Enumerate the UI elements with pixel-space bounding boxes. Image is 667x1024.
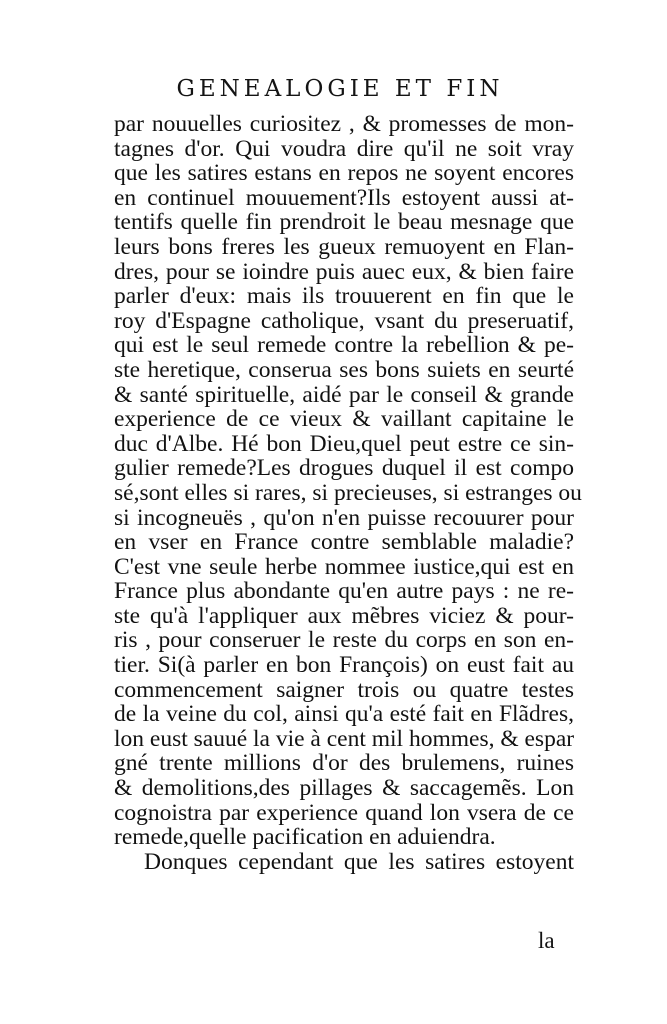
text-line: sé,sont elles si rares, si precieuses, si estranges ou — [114, 479, 582, 506]
text-line: experience de ce vieux & vaillant capitaine le — [114, 406, 574, 433]
text-line: leurs bons freres les gueux remuoyent en Flan- — [114, 233, 574, 260]
text-line: parler d'eux: mais ils trouuerent en fin que le — [114, 283, 574, 310]
text-line: gulier remede?Les drogues duquel il est compo — [114, 455, 574, 482]
text-line: si incogneuës , qu'on n'en puisse recouurer pour — [114, 504, 574, 531]
text-line: ste qu'à l'appliquer aux mẽbres viciez & pour- — [114, 602, 574, 629]
text-line: ris , pour conseruer le reste du corps en son en- — [114, 627, 574, 654]
text-line: Donques cependant que les satires estoyent — [144, 848, 574, 875]
text-line: tagnes d'or. Qui voudra dire qu'il ne soit vray — [114, 135, 574, 162]
text-line: C'est vne seule herbe nommee iustice,qui est en — [114, 553, 574, 580]
text-line: remede,quelle pacification en aduiendra. — [114, 824, 496, 851]
text-line: en vser en France contre semblable maladie? — [114, 529, 574, 556]
text-line: de la veine du col, ainsi qu'a esté fait en Flãdres, — [114, 701, 574, 728]
text-line: roy d'Espagne catholique, vsant du preseruatif, — [114, 307, 574, 334]
text-line: par nouuelles curiositez , & promesses de mon- — [114, 111, 574, 137]
catchword: la — [538, 928, 555, 953]
text-line: cognoistra par experience quand lon vsera de ce — [114, 799, 574, 826]
text-line: commencement saigner trois ou quatre testes — [114, 676, 574, 703]
text-line: gné trente millions d'or des brulemens, ruines — [114, 750, 574, 777]
text-line: duc d'Albe. Hé bon Dieu,quel peut estre ce sin- — [114, 430, 574, 457]
text-line: qui est le seul remede contre la rebellion & pe- — [114, 332, 574, 359]
body-text — [114, 111, 582, 875]
text-line: tier. Si(à parler en bon François) on eust fait au — [114, 652, 574, 679]
text-line: que les satires estans en repos ne soyent encores — [114, 160, 574, 187]
text-line: dres, pour se ioindre puis auec eux, & bien faire — [114, 258, 574, 285]
text-line: France plus abondante qu'en autre pays : ne re- — [114, 578, 574, 605]
text-line: & demolitions,des pillages & saccagemẽs. Lon — [114, 775, 574, 802]
text-line: tentifs quelle fin prendroit le beau mesnage que — [114, 209, 574, 236]
text-line: lon eust sauué la vie à cent mil hommes, & espar — [114, 725, 575, 752]
text-line: en continuel mouuement?Ils estoyent aussi at- — [114, 184, 574, 211]
text-line: ste heretique, conserua ses bons suiets en seurté — [114, 356, 574, 383]
text-line: & santé spirituelle, aidé par le conseil & grande — [114, 381, 574, 408]
running-head: GENEALOGIE ET FIN — [176, 76, 504, 102]
